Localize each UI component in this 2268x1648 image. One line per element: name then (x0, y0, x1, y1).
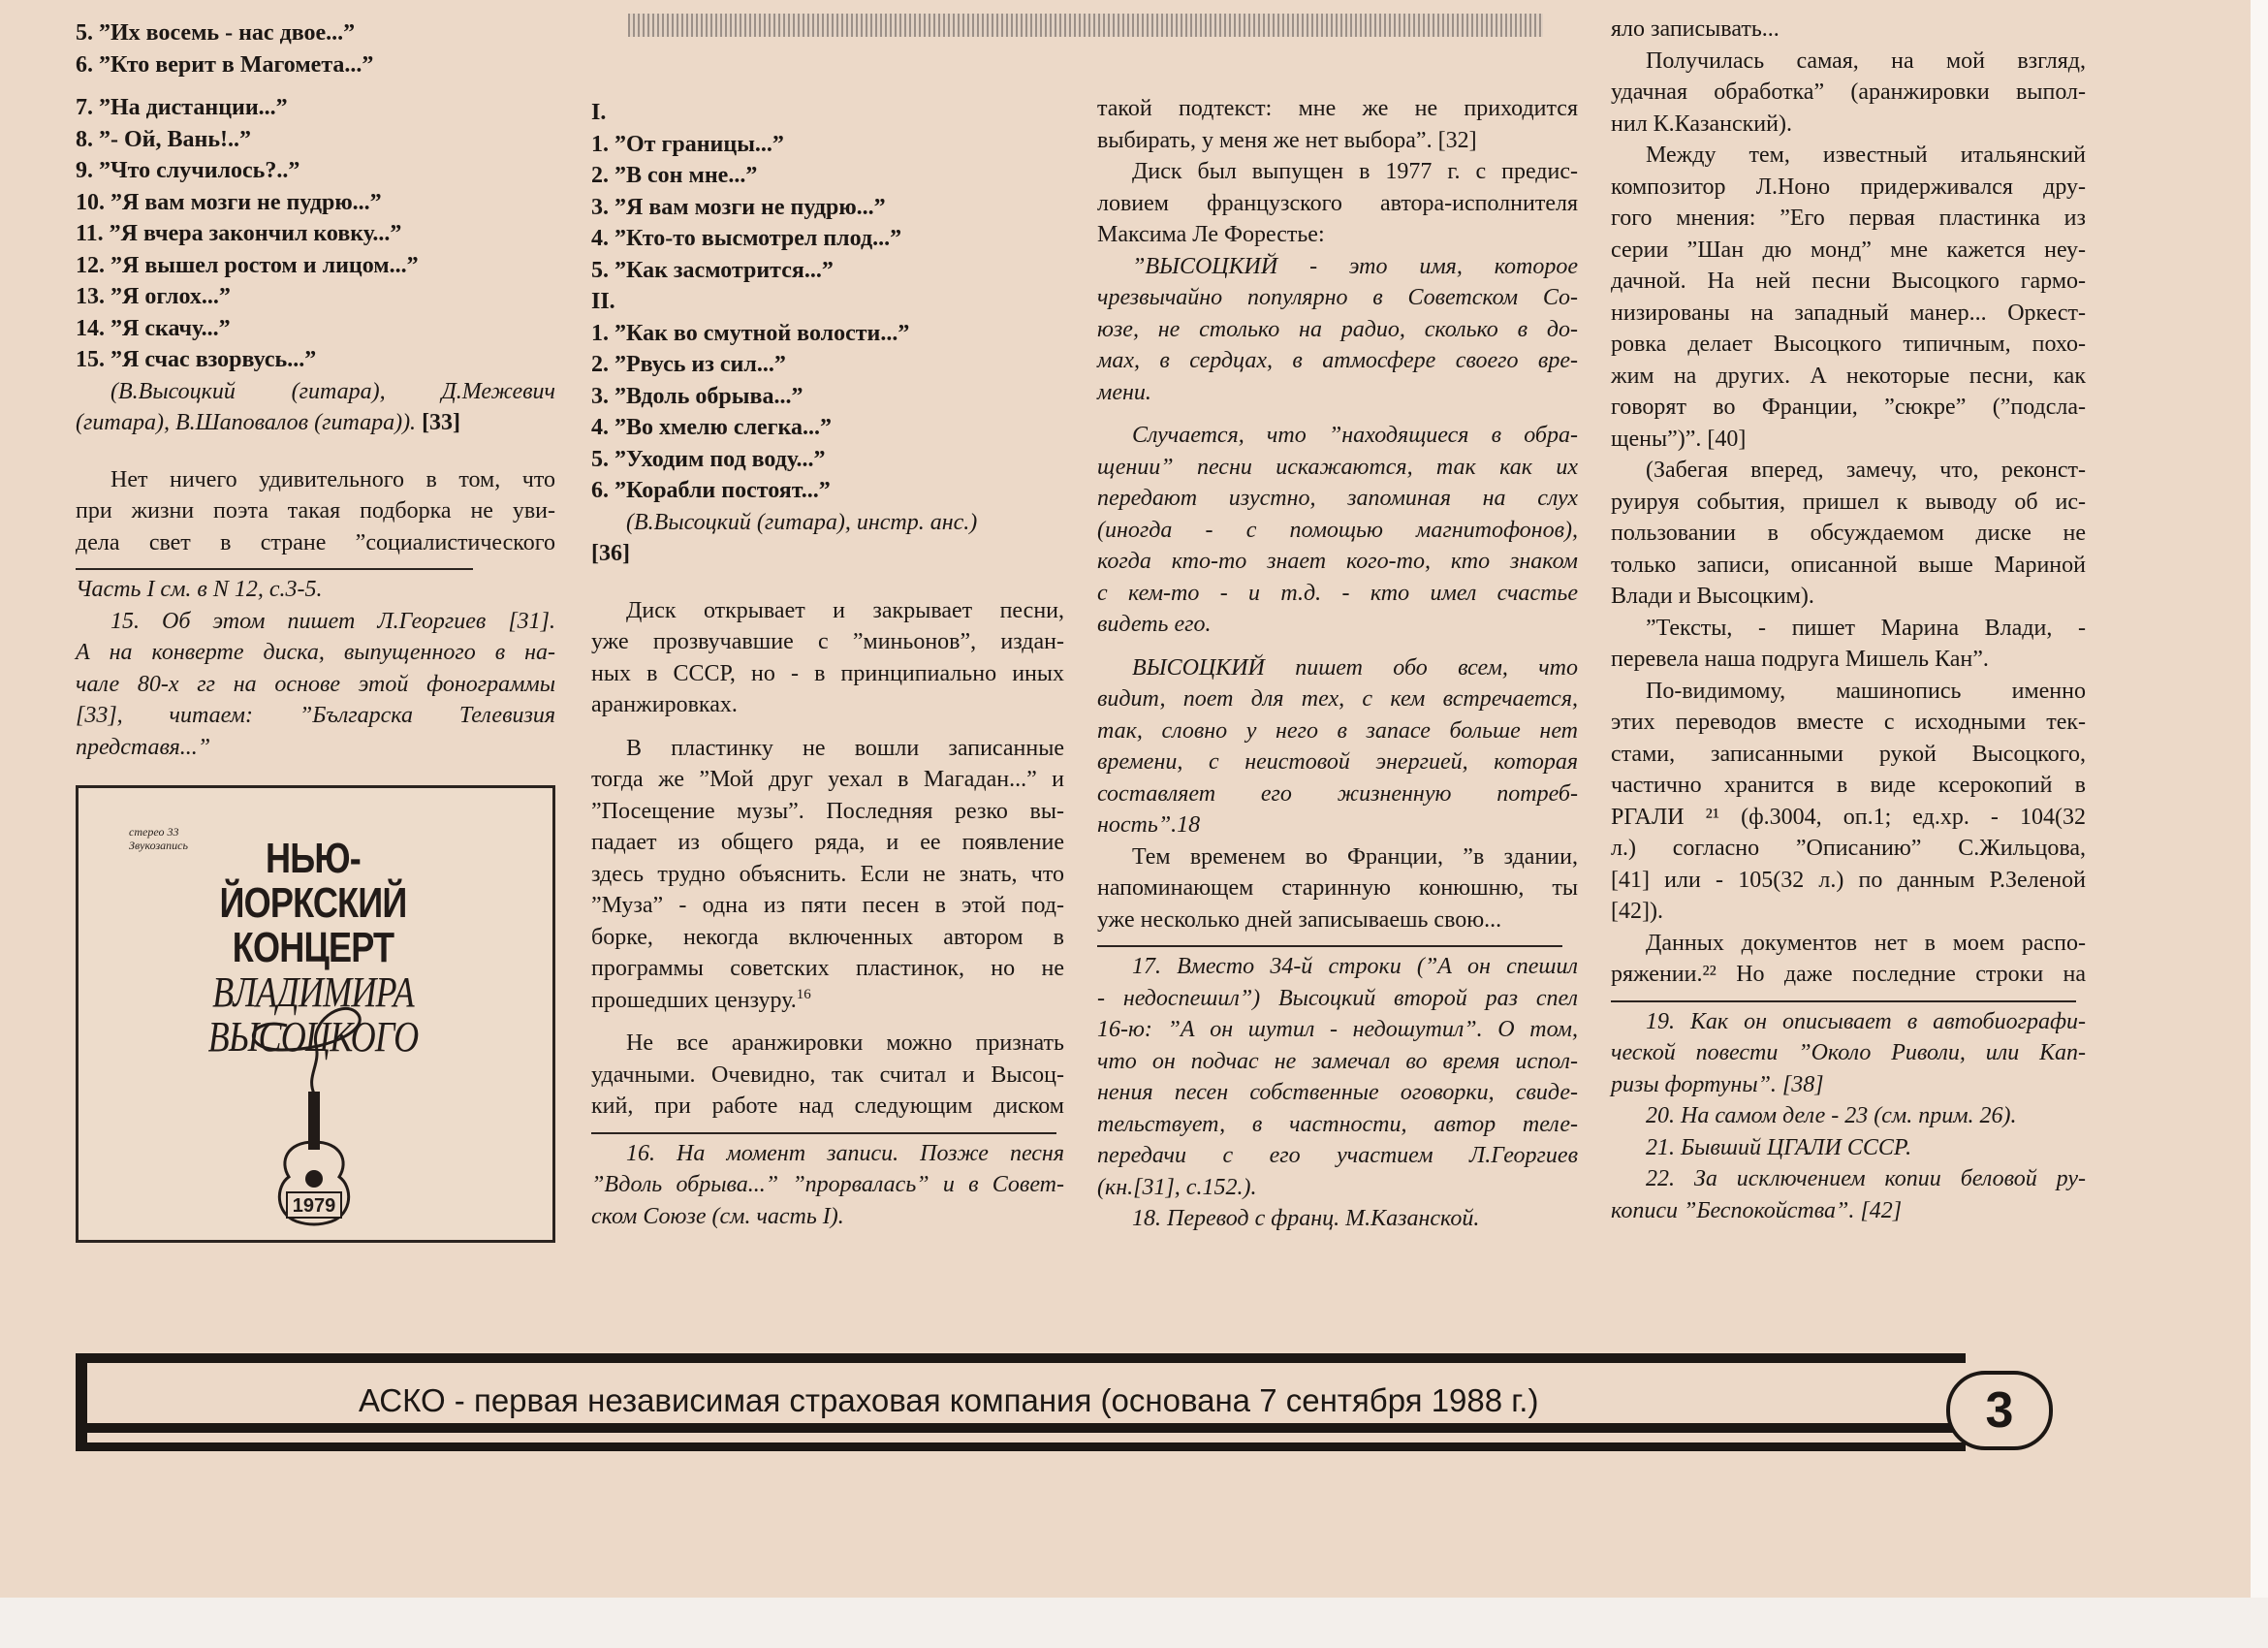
quote-line: щении” песни искажаются, так как их (1097, 454, 1578, 480)
quote-line: мах, в сердцах, в атмосфере своего вре- (1097, 348, 1578, 373)
list-item: 14. ”Я скачу...” (76, 315, 231, 341)
list-item: 5. ”Уходим под воду...” (591, 446, 826, 472)
quote-line: (иногда - с помощью магнитофонов), (1097, 517, 1578, 543)
footnote-17: 16-ю: ”А он шутил - недошутил”. О том, (1097, 1017, 1578, 1042)
body-line: ”Муза” - одна из пяти песен в этой под- (591, 893, 1064, 918)
quote-line: передают изустно, запоминая на слух (1097, 486, 1578, 511)
quote-line: Случается, что ”находящиеся в обра- (1132, 423, 1578, 448)
body-line: падает из общего ряда, и ее появление (591, 830, 1064, 855)
body-line: руируя события, пришел к выводу об ис- (1611, 489, 2086, 515)
footnote-16: 16. На момент записи. Позже песня (626, 1140, 1064, 1166)
album-title-line: КОНЦЕРТ (232, 924, 394, 971)
footnote-rule (591, 1132, 1056, 1134)
column-2 (591, 97, 1064, 1232)
quote-line: ность”.18 (1097, 812, 1201, 838)
list-item: 11. ”Я вчера закончил ковку...” (76, 221, 402, 246)
body-line: нил К.Казанский). (1611, 111, 1792, 137)
body-line: ровка делает Высоцкого типичным, похо- (1611, 332, 2086, 357)
body-line: этих переводов вместе с исходными тек- (1611, 710, 2086, 735)
quote-line: юзе, не столько на радио, сколько в до- (1097, 316, 1578, 342)
column-4 (1611, 14, 2086, 1226)
body-line: здесь трудно объяснить. Если не знать, что (591, 861, 1064, 887)
body-line: низированы на западный манер... Оркест- (1611, 300, 2086, 326)
album-label: стерео 33 Звукозапись (129, 825, 188, 852)
footnote-21: 21. Бывший ЦГАЛИ СССР. (1646, 1134, 1912, 1160)
quote-line: ”ВЫСОЦКИЙ - это имя, которое (1132, 253, 1578, 279)
body-line: ных в СССР, но - в принципиально иных (591, 660, 1064, 686)
quote-line: чрезвычайно популярно в Советском Со- (1097, 285, 1578, 310)
album-title-line: НЬЮ-ЙОРКСКИЙ (219, 835, 407, 927)
list-item: 5. ”Как засмотрится...” (591, 257, 834, 283)
footnote-16: ”Вдоль обрыва...” ”прорвалась” и в Совет- (591, 1172, 1064, 1197)
album-year: 1979 (292, 1195, 336, 1217)
footnote-17: - недоспешил”) Высоцкий второй раз спел (1097, 985, 1578, 1011)
header-stripe (628, 14, 1543, 37)
footnote-part1: Часть I см. в N 12, с.3-5. (76, 577, 323, 602)
body-line: РГАЛИ ²¹ (ф.3004, оп.1; ед.хр. - 104(32 (1611, 804, 2086, 830)
footnote-rule (1611, 1000, 2076, 1002)
footnote-marker: 16 (796, 986, 811, 1002)
album-title-line: ВЫСОЦКОГО (207, 1013, 419, 1061)
body-line: Диск открывает и закрывает песни, (626, 597, 1064, 623)
quote-line: так, словно у него в запасе больше нет (1097, 717, 1578, 744)
list-item: 2. ”В сон мне...” (591, 163, 758, 188)
body-line: Не все аранжировки можно признать (626, 1030, 1064, 1056)
body-line: Между тем, известный итальянский (1646, 143, 2086, 168)
body-line: жим на других. А некоторые песни, как (1611, 363, 2086, 389)
quote-line: когда кто-то знает кого-то, кто знаком (1097, 549, 1578, 574)
body-line: серии ”Шан дю монд” мне кажется неу- (1611, 237, 2086, 263)
body-line: В пластинку не вошли записанные (626, 735, 1064, 761)
list-item: 15. ”Я счас взорвусь...” (76, 347, 317, 372)
reference: [33] (422, 410, 461, 435)
body-line: перевела наша подруга Мишель Кан”. (1611, 647, 1989, 672)
list-item: 8. ”- Ой, Вань!..” (76, 126, 252, 152)
list-item: 3. ”Вдоль обрыва...” (591, 383, 803, 409)
album-title-line: ВЛАДИМИРА (212, 968, 414, 1016)
body-line: тогда же ”Мой друг уехал в Магадан...” и (591, 767, 1064, 792)
side-heading: II. (591, 289, 615, 314)
footnote-17: нения песен собственные оговорки, свиде- (1097, 1080, 1578, 1105)
footnote-17: (кн.[31], с.152.). (1097, 1174, 1257, 1200)
body-line: такой подтекст: мне же не приходится (1097, 96, 1578, 121)
quote-line: с кем-то - и т.д. - кто имел счастье (1097, 580, 1578, 606)
body-line: Влади и Высоцким). (1611, 584, 1814, 609)
body-line: Данных документов нет в моем распо- (1646, 930, 2086, 956)
body-line: частично хранится в виде ксерокопий в (1611, 773, 2086, 798)
footnote-15: [33], читаем: ”Българска Телевизия (76, 703, 555, 728)
body-line: яло записывать... (1611, 16, 1780, 42)
list-item: 3. ”Я вам мозги не пудрю...” (591, 194, 886, 220)
body-line: говорят во Франции, ”сюкре” (”подсла- (1611, 395, 2086, 420)
quote-line: мени. (1097, 379, 1151, 405)
footnote-17: передачи с его участием Л.Георгиев (1097, 1143, 1578, 1168)
body-line: уже несколько дней записываешь свою... (1097, 906, 1502, 933)
performer-credits: (В.Высоцкий (гитара), инстр. анс.) (626, 509, 978, 535)
footnote-16: ском Союзе (см. часть I). (591, 1203, 844, 1229)
body-line: аранжировках. (591, 692, 738, 717)
list-item: 6. ”Кто верит в Магомета...” (76, 51, 374, 78)
list-item: 1. ”От границы...” (591, 131, 784, 157)
column-3 (1097, 93, 1578, 1235)
footnote-15: 15. Об этом пишет Л.Георгиев [31]. (110, 608, 555, 634)
list-item: 9. ”Что случилось?..” (76, 158, 300, 183)
body-line: щены”)”. [40] (1611, 426, 1747, 452)
quote-line: времени, с неистовой энергией, которая (1097, 749, 1578, 775)
body-line: [41] или - 105(32 л.) по данным Р.Зеленой (1611, 867, 2086, 893)
performer-credits: (гитара), В.Шаповалов (гитара)). [33] (76, 410, 461, 435)
body-line: уже прозвучавшие с ”миньонов”, издан- (591, 629, 1064, 654)
body-line: борке, некогда включенных автором в (591, 924, 1064, 950)
side-heading: I. (591, 100, 607, 125)
list-item: 7. ”На дистанции...” (76, 95, 288, 120)
body-line: кий, при работе над следующим диском (591, 1093, 1064, 1119)
footnote-rule (1097, 945, 1562, 947)
footnote-15: представя...” (76, 734, 211, 760)
body-line: гого мнения: ”Его первая пластинка из (1611, 206, 2086, 231)
quote-line: ВЫСОЦКИЙ пишет обо всем, что (1132, 654, 1578, 681)
body-line: дачной. На ней песни Высоцкого гармо- (1611, 269, 2086, 294)
body-line: прошедших цензуру.$^{16}$ (591, 986, 811, 1013)
reference: [36] (591, 541, 630, 566)
body-line: Диск был выпущен в 1977 г. с предис- (1132, 159, 1578, 184)
body-line: Получилась самая, на мой взгляд, (1646, 48, 2086, 74)
quote-line: составляет его жизненную потреб- (1097, 780, 1578, 807)
footnote-17: 17. Вместо 34-й строки (”А он спешил (1132, 954, 1578, 979)
body-line: удачными. Очевидно, так считал и Высоц- (591, 1062, 1064, 1088)
body-line: Максима Ле Форестье: (1097, 222, 1325, 247)
list-item: 2. ”Рвусь из сил...” (591, 352, 786, 377)
body-line: (Забегая вперед, замечу, что, реконст- (1646, 458, 2086, 483)
body-line: По-видимому, машинопись именно (1646, 678, 2086, 704)
scan-edge (0, 1598, 2268, 1648)
body-line: [42]). (1611, 899, 1663, 924)
footnote-20: 20. На самом деле - 23 (см. прим. 26). (1646, 1103, 2017, 1128)
body-line: напоминающем старинную конюшню, ты (1097, 875, 1578, 901)
body-line: Тем временем во Франции, ”в здании, (1132, 843, 1578, 870)
quote-line: видеть его. (1097, 612, 1212, 637)
guitar-icon (229, 1006, 403, 1229)
page-number: 3 (1946, 1371, 2053, 1450)
footnote-17: что он подчас не замечал во время испол- (1097, 1048, 1578, 1074)
body-line: выбирать, у меня же нет выбора”. [32] (1097, 127, 1477, 153)
footnote-15: А на конверте диска, выпущенного в на- (76, 640, 555, 665)
column-1 (76, 17, 555, 763)
list-item: 5. ”Их восемь - нас двое...” (76, 20, 356, 46)
body-line: только записи, описанной выше Мариной (1611, 552, 2086, 578)
body-line: удачная обработка” (аранжировки выпол- (1611, 79, 2086, 105)
footnote-rule (76, 568, 473, 570)
list-item: 13. ”Я оглох...” (76, 284, 231, 309)
footnote-19: ризы фортуны”. [38] (1611, 1071, 1824, 1097)
footnote-19: 19. Как он описывает в автобиографи- (1646, 1008, 2086, 1034)
list-item: 12. ”Я вышел ростом и лицом...” (76, 252, 419, 278)
body-line: дела свет в стране ”социалистического (76, 529, 555, 555)
list-item: 4. ”Во хмелю слегка...” (591, 415, 832, 440)
list-item: 6. ”Корабли постоят...” (591, 478, 831, 503)
song-list (76, 17, 555, 376)
body-line: ”Тексты, - пишет Марина Влади, - (1646, 615, 2086, 641)
footnote-15: чале 80-х гг на основе этой фонограммы (76, 671, 555, 697)
list-item: 10. ”Я вам мозги не пудрю...” (76, 189, 382, 215)
album-cover (76, 785, 555, 1243)
body-line: при жизни поэта такая подборка не уви- (76, 498, 555, 523)
footnote-17: тельствует, в частности, автор теле- (1097, 1111, 1578, 1137)
footnote-19: ческой повести ”Около Риволи, или Кап- (1611, 1040, 2086, 1065)
list-item: 1. ”Как во смутной волости...” (591, 320, 910, 346)
body-line: ловием французского автора-исполнителя (1097, 190, 1578, 216)
body-line: стами, записанными рукой Высоцкого, (1611, 741, 2086, 767)
footnote-18: 18. Перевод с франц. М.Казанской. (1132, 1206, 1480, 1231)
footnote-22: 22. За исключением копии беловой ру- (1646, 1166, 2086, 1191)
performer-credits: (В.Высоцкий (гитара), Д.Межевич (110, 378, 555, 404)
scan-edge (2251, 0, 2268, 1648)
body-line: ”Посещение музы”. Последняя резко вы- (591, 798, 1064, 824)
list-item: 4. ”Кто-то высмотрел плод...” (591, 226, 902, 251)
body-line: Нет ничего удивительного в том, что (110, 466, 555, 492)
footer-slogan: АСКО - первая независимая страховая компания (основана 7 сентября 1988 г.) (349, 1381, 1548, 1420)
body-line: ряжении.²² Но даже последние строки на (1611, 962, 2086, 987)
body-line: л.) согласно ”Описанию” С.Жильцова, (1611, 836, 2086, 861)
body-line: композитор Л.Ноно придерживался дру- (1611, 174, 2086, 200)
body-line: пользовании в обсуждаемом диске не (1611, 521, 2086, 546)
footnote-22: кописи ”Беспокойства”. [42] (1611, 1197, 1903, 1223)
body-line: программы советских пластинок, но не (591, 956, 1064, 981)
quote-line: видит, поет для тех, с кем встречается, (1097, 686, 1578, 712)
